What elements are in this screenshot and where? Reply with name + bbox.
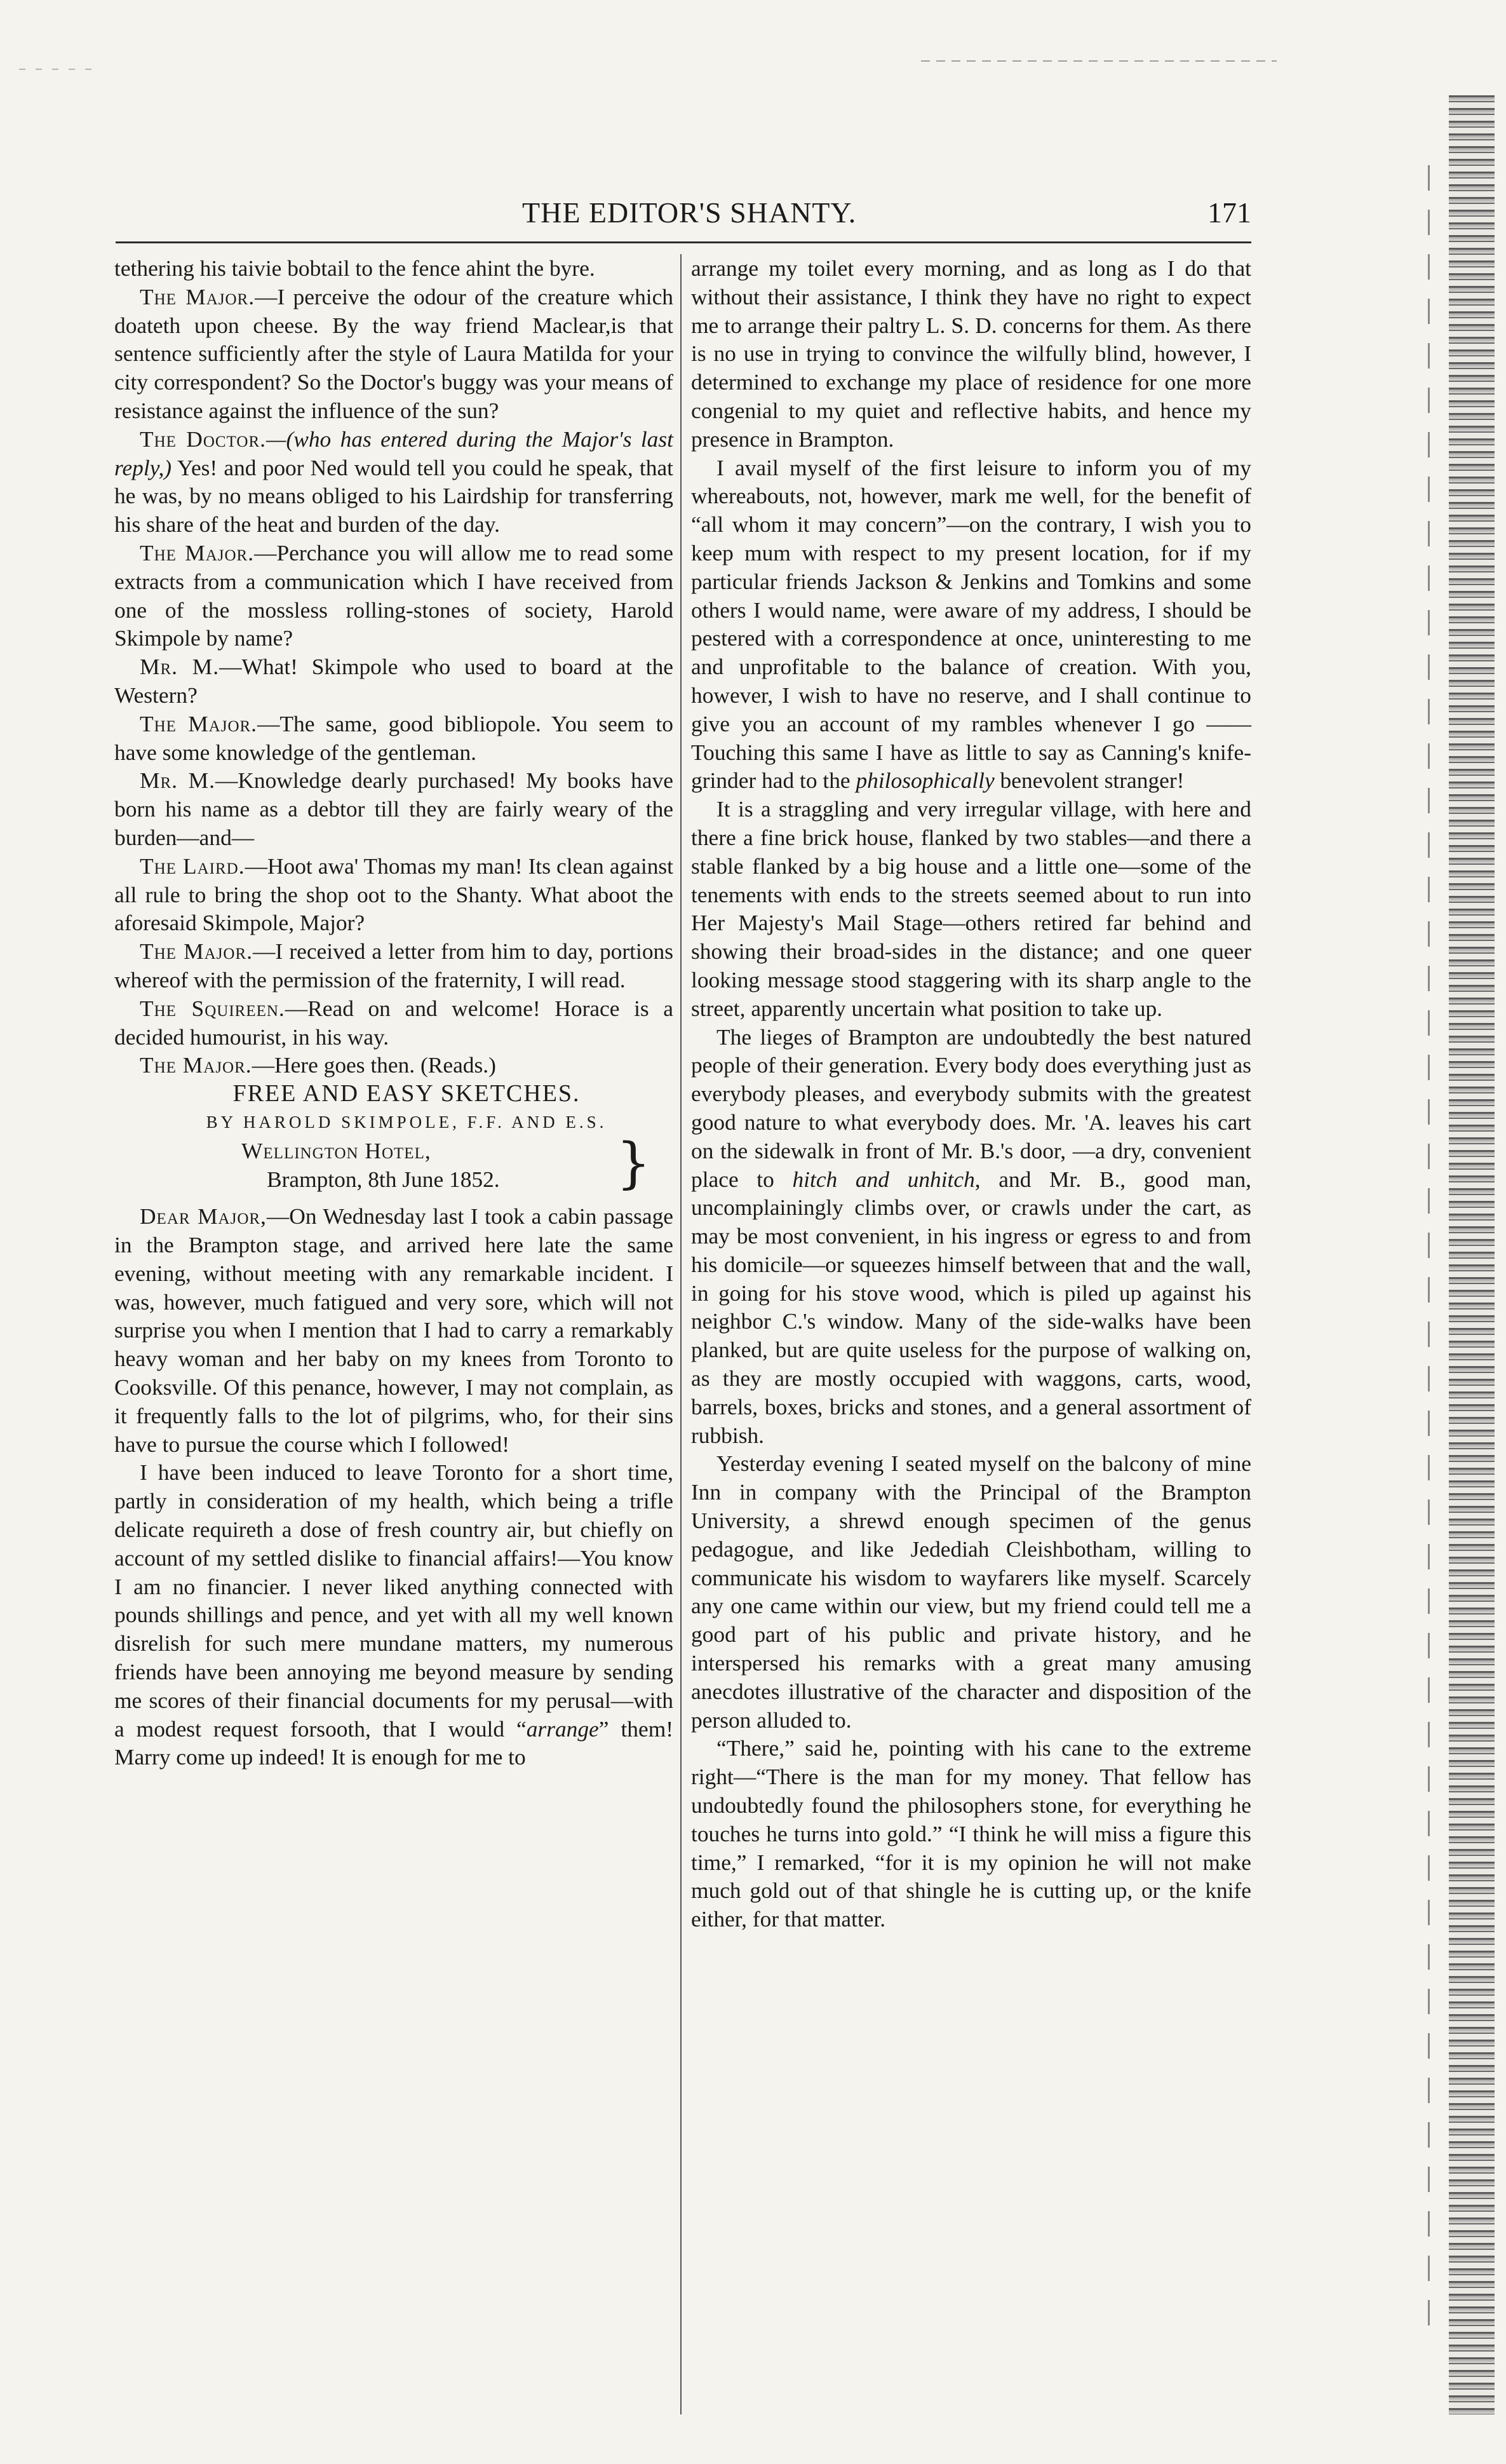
emphasis: arrange [526,1716,599,1742]
speaker: The Major. [140,283,255,309]
dialogue-paragraph [114,653,673,710]
page-edge-strip [1449,95,1495,2414]
letter-text: —On Wednesday last I took a cabin passage in the Brampton stage, and arrived here late the same evening, without meeting with any remarkable incident. I was, however, much fatigued and very sore, which will not surprise you when I mention that I had to carry a remarkably heavy woman and her baby on my knees from Toronto to Cooksville. Of this penance, however, I may not complain, as it frequently falls to the lot of pilgrims, who, for their sins have to pursue the course which I followed! [114,1203,673,1457]
sketch-title: FREE AND EASY SKETCHES. [232,1080,581,1107]
speaker: Mr. M. [140,768,215,794]
sketch-byline: BY HAROLD SKIMPOLE, F.F. AND E.S. [206,1112,607,1132]
salutation: Dear Major, [140,1203,267,1229]
scan-artifact [19,69,95,70]
letter-paragraph [114,1202,673,1458]
speaker: The Laird. [140,853,245,879]
running-title: THE EDITOR'S SHANTY. [522,196,857,229]
brace-glyph: } [616,1131,651,1195]
speaker: The Squireen. [140,995,285,1021]
stage-direction: —(who has entered during the Major's last reply,) [114,426,673,480]
dialogue-text: Yes! and poor Ned would tell you could he speak, that he was, by no means obliged to his Lairdship for transferring his share of the heat and burden of the day. [114,454,673,538]
dialogue-paragraph [114,539,673,653]
speaker: The Major. [140,710,258,736]
speaker: The Major. [140,1052,252,1078]
left-column [114,254,673,1771]
dialogue-paragraph [114,710,673,767]
dialogue-text: —What! Skimpole who used to board at the Western? [114,654,674,708]
paragraph: Yesterday evening I seated myself on the balcony of mine Inn in company with the Principal of the Brampton University, a shrewd enough specimen of the genus pedagogue, and like Jedediah Cleishbotham, willing to communicate his wisdom to wayfarers like myself. Scarcely any one came within our view, but my friend could tell me a good part of his public and private history, and he interspersed his remarks with a great many amusing anecdotes illustrative of the character and disposition of the person alluded to. [691,1451,1251,1733]
dialogue-paragraph [114,994,673,1052]
letter-paragraph [114,1458,673,1771]
scan-artifact [921,60,1277,62]
letter-place: Wellington Hotel, [241,1137,431,1163]
dialogue-text: —Here goes then. (Reads.) [252,1052,496,1078]
page-number: 171 [1207,196,1251,229]
scan-artifact [1428,165,1430,2338]
dialogue-text: —Hoot awa' Thomas my man! Its clean against all rule to bring the shop oot to the Shanty. What aboot the aforesaid Skimpole, Major? [114,853,673,936]
paragraph: arrange my toilet every morning, and as long as I do that without their assistance, I think they have no right to expect me to arrange their paltry L. S. D. concerns for them. As there is no use in trying to convince the wilfully blind, however, I determined to exchange my place of residence for one more congenial to my quiet and reflective habits, and hence my presence in Brampton. [691,255,1251,452]
dialogue-text: —Perchance you will allow me to read some extracts from a communication which I have received from one of the mossless rolling-stones of society, Harold Skimpole by name? [114,539,673,651]
dialogue-text: —I received a letter from him to day, portions whereof with the permission of the fraternity, I will read. [114,938,673,992]
paragraph [691,454,1251,795]
dialogue-paragraph [114,283,673,425]
paragraph-text: I avail myself of the first leisure to inform you of my whereabouts, not, however, mark me well, for the benefit of “all whom it may concern”—on the contrary, I wish you to keep mum with respect to my present location, for if my particular friends Jackson & Jenkins and Tomkins and some others I would name, were aware of my address, I should be pestered with a correspondence at once, uninteresting to me and unprofitable to the balance of creation. With you, however, I wish to have no reserve, and I shall continue to give you an account of my rambles whenever I go ——Touching this same I have as little to say as Canning's knife-grinder had to the [691,454,1251,794]
speaker: Mr. M. [140,654,220,680]
paragraph: “There,” said he, pointing with his cane to the extreme right—“There is the man for my money. That fellow has undoubtedly found the philosophers stone, for everything he touches he turns into gold.” “I think he will miss a figure this time,” I remarked, “for it is my opinion he will not make much gold out of that shingle he is cutting up, or the knife either, for that matter. [691,1735,1251,1932]
page-header [116,196,1251,240]
dialogue-text: —Knowledge dearly purchased! My books have born his name as a debtor till they are fairly weary of the burden—and— [114,768,673,850]
letter-text: ” them! Marry come up indeed! It is enough for me to [114,1716,674,1770]
letter-heading [114,1131,673,1195]
dialogue-paragraph [114,1051,673,1080]
paragraph: tethering his taivie bobtail to the fence ahint the byre. [114,255,595,281]
column-divider [680,254,682,2414]
speaker: The Doctor. [140,426,266,452]
dialogue-paragraph [114,425,673,539]
speaker: The Major. [140,539,255,565]
dialogue-paragraph [114,937,673,994]
letter-date: Brampton, 8th June 1852. [267,1166,500,1192]
dialogue-paragraph [114,852,673,937]
paragraph-text: , and Mr. B., good man, uncomplainingly climbs over, or crawls under the cart, as may be most convenient, in his ingress or egress to and from his domicile—or squeezes himself between that and the wall, in going for his stove wood, which is piled up against his neighbor C.'s window. Many of the side-walks have been planked, but are quite useless for the purpose of walking on, as they are mostly occupied with waggons, carts, wood, barrels, boxes, bricks and stones, and a general assortment of rubbish. [691,1166,1251,1448]
emphasis: hitch and unhitch [792,1166,975,1192]
dialogue-text: —The same, good bibliopole. You seem to have some knowledge of the gentleman. [114,710,673,765]
speaker: The Major. [140,938,253,965]
paragraph [691,1023,1251,1450]
paragraph-text: The lieges of Brampton are undoubtedly the best natured people of their generation. Every body does everything just as everybody pleases, and everybody submits with the greatest good nature to what everybody does. Mr. 'A. leaves his cart on the sidewalk in front of Mr. B.'s door, —a dry, convenient place to [691,1024,1251,1192]
dialogue-paragraph [114,766,673,851]
dialogue-text: —I perceive the odour of the creature which doateth upon cheese. By the way friend Maclear,is that sentence sufficiently after the style of Laura Matilda for your city correspondent? So the Doctor's buggy was your means of resistance against the influence of the sun? [114,283,674,423]
paragraph-text: benevolent stranger! [994,768,1185,794]
dialogue-text: —Read on and welcome! Horace is a decided humourist, in his way. [114,995,673,1050]
right-column [691,254,1251,1933]
paragraph: It is a straggling and very irregular village, with here and there a fine brick house, flanked by two stables—and there a stable flanked by a big house and a little one—some of the tenements with ends to the streets seemed about to run into Her Majesty's Mail Stage—others retired far behind and showing their broad-sides in the distance; and one queer looking message stood staggering with its sharp angle to the street, apparently uncertain what position to take up. [691,796,1251,1021]
header-rule [116,241,1251,243]
letter-text: I have been induced to leave Toronto for a short time, partly in consideration of my health, which being a trifle delicate requireth a dose of fresh country air, but chiefly on account of my settled dislike to financial affairs!—You know I am no financier. I never liked anything connected with pounds shillings and pence, and yet with all my well known disrelish for such mere mundane matters, my numerous friends have been annoying me beyond measure by sending me scores of their financial documents for my perusal—with a modest request forsooth, that I would “ [114,1459,673,1742]
emphasis: philosophically [856,768,995,794]
